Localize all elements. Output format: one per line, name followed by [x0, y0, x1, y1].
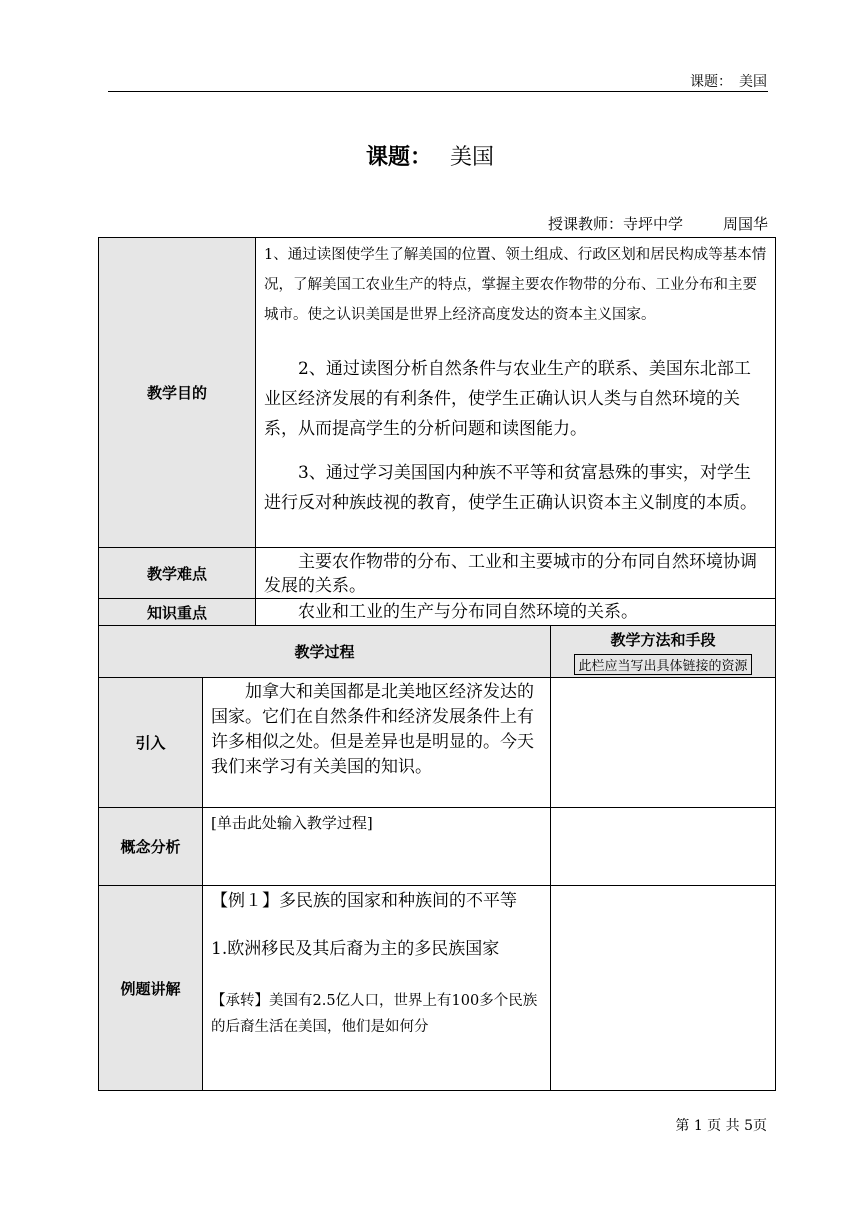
objective-2: 2、通过读图分析自然条件与农业生产的联系、美国东北部工业区经济发展的有利条件，使学生正确认识人类与自然环境的关系，从而提高学生的分析问题和读图能力。	[264, 359, 751, 439]
difficulty-label-cell	[98, 547, 256, 599]
example-line-2: 1.欧洲移民及其后裔为主的多民族国家	[211, 939, 500, 959]
example-label-cell	[98, 885, 203, 1091]
title-value: 美国	[450, 145, 495, 170]
objectives-label-cell	[98, 237, 256, 548]
example-line-3: 【承转】美国有2.5亿人口，世界上有100多个民族的后裔生活在美国，他们是如何分	[211, 993, 538, 1035]
method-header: 教学方法和手段	[610, 630, 716, 649]
difficulty-label: 教学难点	[146, 564, 207, 583]
objectives-content-cell	[255, 237, 776, 548]
keypoint-label: 知识重点	[146, 603, 207, 622]
objectives-label: 教学目的	[146, 384, 207, 402]
example-label: 例题讲解	[120, 979, 181, 998]
title-label: 课题：	[365, 145, 432, 170]
teacher-school: 授课教师：寺坪中学	[547, 215, 683, 233]
concept-label-cell	[98, 807, 203, 886]
process-header: 教学过程	[294, 643, 355, 661]
intro-label-cell	[98, 677, 203, 808]
intro-content-cell	[202, 677, 551, 808]
example-content-cell	[202, 885, 551, 1091]
method-header-cell	[550, 625, 776, 678]
example-method-cell	[550, 885, 776, 1091]
concept-method-cell	[550, 807, 776, 886]
intro-method-cell	[550, 677, 776, 808]
teacher-line	[548, 213, 768, 234]
page-title	[0, 140, 860, 171]
teacher-name: 周国华	[722, 215, 768, 233]
header-rule	[108, 91, 768, 92]
keypoint-label-cell	[98, 598, 256, 626]
intro-label: 引入	[135, 734, 166, 752]
difficulty-text: 主要农作物带的分布、工业和主要城市的分布同自然环境协调发展的关系。	[264, 552, 757, 596]
concept-placeholder[interactable]: [单击此处输入教学过程]	[211, 814, 373, 832]
keypoint-content-cell	[255, 598, 776, 626]
intro-text: 加拿大和美国都是北美地区经济发达的国家。它们在自然条件和经济发展条件上有许多相似之处。但是差异也是明显的。今天我们来学习有关美国的知识。	[211, 682, 534, 777]
difficulty-content-cell	[255, 547, 776, 599]
objective-1: 1、通过读图使学生了解美国的位置、领土组成、行政区划和居民构成等基本情况，了解美国工农业生产的特点，掌握主要农作物带的分布、工业分布和主要城市。使之认识美国是世界上经济高度发达的资本主义国家。	[264, 247, 767, 323]
process-header-cell	[98, 625, 551, 678]
objective-3: 3、通过学习美国国内种族不平等和贫富悬殊的事实，对学生进行反对种族歧视的教育，使学生正确认识资本主义制度的本质。	[264, 463, 757, 513]
example-line-1: 【例１】多民族的国家和种族间的不平等	[211, 891, 517, 911]
page-footer: 第 1 页 共 5页	[675, 1118, 767, 1134]
page-header-course: 课题： 美国	[690, 74, 767, 90]
concept-content-cell[interactable]	[202, 807, 551, 886]
method-hint: 此栏应当写出具体链接的资源	[574, 654, 751, 675]
concept-label: 概念分析	[120, 838, 181, 856]
keypoint-text: 农业和工业的生产与分布同自然环境的关系。	[298, 602, 638, 622]
